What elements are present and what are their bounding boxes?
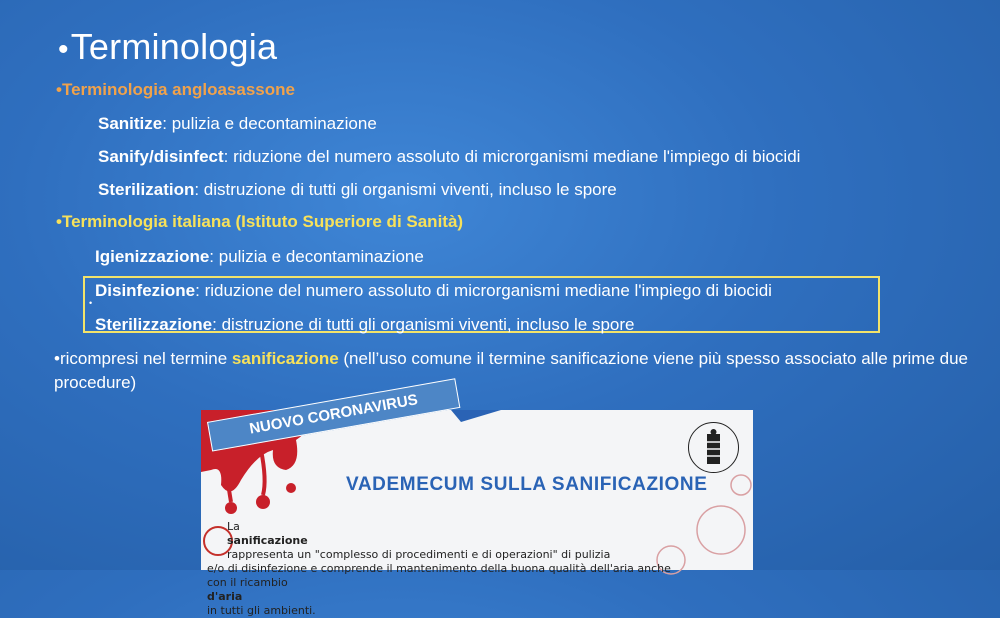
term: Igienizzazione [95,247,210,266]
definition: : pulizia e decontaminazione [209,247,424,266]
italian-item-igienizzazione [95,247,424,267]
definition: : distruzione di tutti gli organismi viventi, incluso le spore [212,315,635,334]
term: Sterilization [98,180,195,199]
line1-prefix: La [227,520,240,533]
term: Disinfezione [95,281,196,300]
term: Sanitize [98,114,163,133]
italian-item-disinfezione [95,281,772,301]
note-prefix: •ricompresi nel termine [54,349,232,368]
italian-heading: •Terminologia italiana (Istituto Superiore di Sanità) [56,212,464,231]
anglo-item-sanitize [98,114,377,134]
poster-body [207,520,707,618]
definition: : riduzione del numero assoluto di microrganismi mediane l'impiego di biocidi [223,147,801,166]
title-bullet: • [58,33,69,66]
definition: : riduzione del numero assoluto di microrganismi mediane l'impiego di biocidi [195,281,772,300]
anglo-item-sterilization [98,180,617,200]
note-highlight: sanificazione [231,349,339,368]
line3-bold: d'aria [207,590,243,603]
definition: : pulizia e decontaminazione [162,114,377,133]
italian-item-sterilizzazione [95,315,635,335]
definition: : distruzione di tutti gli organismi viventi, incluso le spore [194,180,617,199]
line1-bold: sanificazione [227,534,308,547]
poster-banner: NUOVO CORONAVIRUS [207,378,460,451]
poster-line-3 [207,576,707,618]
line3-rest: in tutti gli ambienti. [207,604,316,617]
poster-line-2: e/o di disinfezione e comprende il mantenimento della buona qualità dell'aria anche [207,562,671,575]
vademecum-image [201,391,753,617]
slide-title-text: Terminologia [70,26,278,67]
note-paragraph [54,347,984,395]
term: Sterilizzazione [95,315,213,334]
poster-title: VADEMECUM SULLA SANIFICAZIONE [346,474,708,495]
line3-prefix: con il ricambio [207,576,288,589]
anglo-heading: •Terminologia angloasassone [56,80,295,99]
term: Sanify/disinfect [98,147,224,166]
anglo-item-sanify [98,147,800,167]
poster-line-1 [207,520,707,562]
slide-title [58,26,277,68]
small-bullet: • [89,298,93,308]
note-suffix: (nell’uso comune il termine sanificazione viene più spesso associato alle prime due procedure) [54,349,969,392]
iss-seal-icon [686,420,741,475]
line1-rest: rappresenta un "complesso di procedimenti e di operazioni" di pulizia [227,548,611,561]
